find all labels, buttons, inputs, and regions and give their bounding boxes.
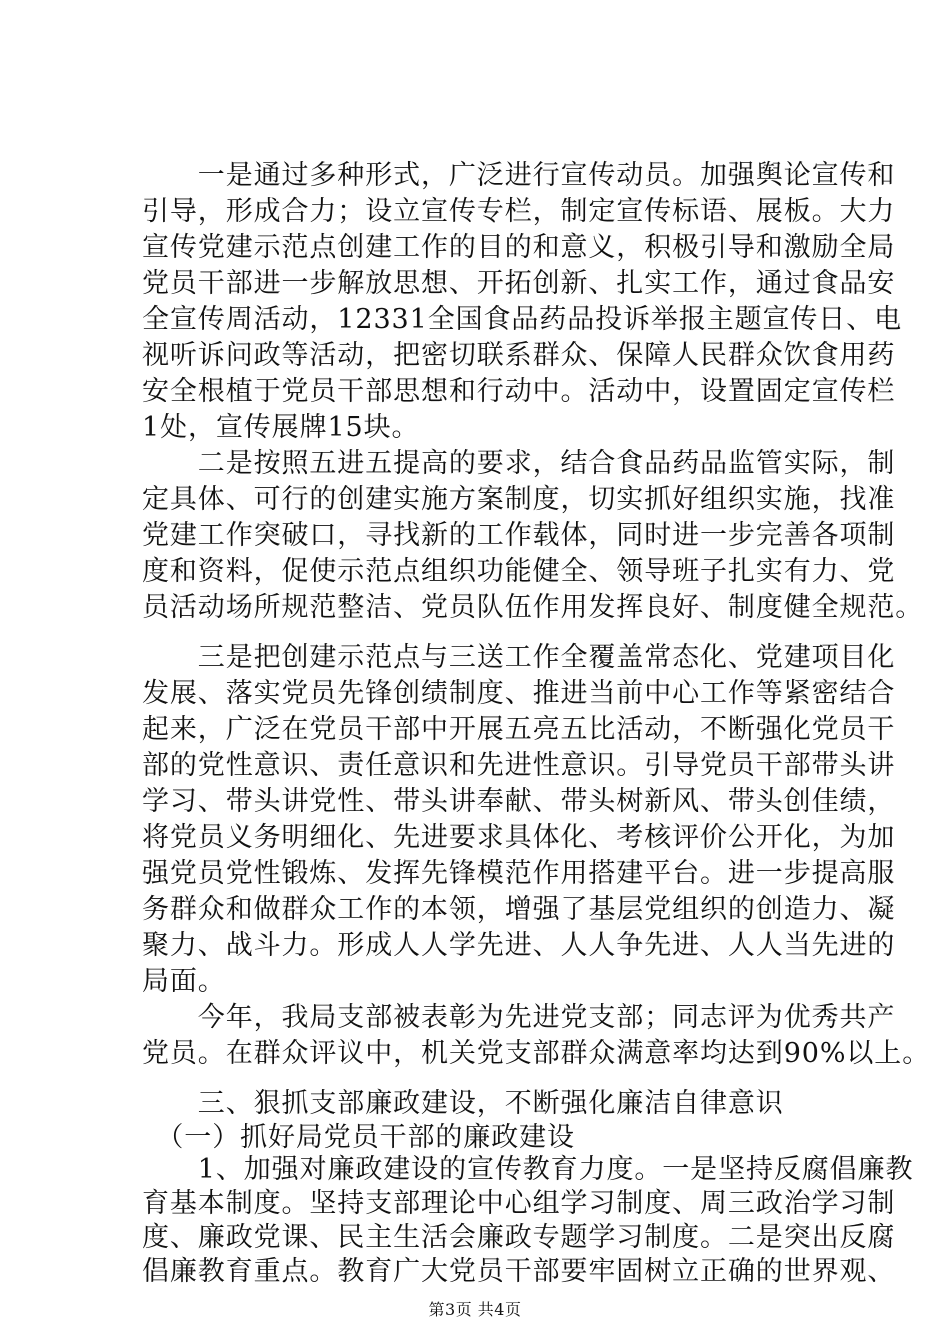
body-text-line: 聚力、战斗力。形成人人学先进、人人争先进、人人当先进的 (142, 930, 896, 961)
body-text-line: 引导，形成合力；设立宣传专栏，制定宣传标语、展板。大力 (142, 196, 896, 227)
body-text-line: 度和资料，促使示范点组织功能健全、领导班子扎实有力、党 (142, 556, 896, 587)
body-text-line: 部的党性意识、责任意识和先进性意识。引导党员干部带头讲 (142, 750, 896, 781)
body-text-line: 党员干部进一步解放思想、开拓创新、扎实工作，通过食品安 (142, 268, 896, 299)
body-text-line: 一是通过多种形式，广泛进行宣传动员。加强舆论宣传和 (142, 160, 896, 191)
body-text-line: 育基本制度。坚持支部理论中心组学习制度、周三政治学习制 (142, 1188, 896, 1219)
body-text-line: 发展、落实党员先锋创绩制度、推进当前中心工作等紧密结合 (142, 678, 896, 709)
body-text-line: 1、加强对廉政建设的宣传教育力度。一是坚持反腐倡廉教 (142, 1154, 914, 1185)
body-text-line: 员活动场所规范整洁、党员队伍作用发挥良好、制度健全规范。 (142, 592, 924, 623)
body-text-line: 起来，广泛在党员干部中开展五亮五比活动，不断强化党员干 (142, 714, 896, 745)
body-text-line: 强党员党性锻炼、发挥先锋模范作用搭建平台。进一步提高服 (142, 858, 896, 889)
body-text-line: 度、廉政党课、民主生活会廉政专题学习制度。二是突出反腐 (142, 1222, 896, 1253)
section-subheading: （一）抓好局党员干部的廉政建设 (142, 1122, 575, 1153)
body-text-line: 今年，我局支部被表彰为先进党支部；同志评为优秀共产 (142, 1002, 896, 1033)
body-text-line: 安全根植于党员干部思想和行动中。活动中，设置固定宣传栏 (142, 376, 896, 407)
body-text-line: 将党员义务明细化、先进要求具体化、考核评价公开化，为加 (142, 822, 896, 853)
body-text-line: 务群众和做群众工作的本领，增强了基层党组织的创造力、凝 (142, 894, 896, 925)
body-text-line: 1处，宣传展牌15块。 (142, 412, 420, 443)
body-text-line: 三是把创建示范点与三送工作全覆盖常态化、党建项目化 (142, 642, 896, 673)
body-text-line: 局面。 (142, 966, 226, 997)
body-text-line: 宣传党建示范点创建工作的目的和意义，积极引导和激励全局 (142, 232, 896, 263)
body-text-line: 全宣传周活动，12331全国食品药品投诉举报主题宣传日、电 (142, 304, 902, 335)
body-text-line: 视听诉问政等活动，把密切联系群众、保障人民群众饮食用药 (142, 340, 896, 371)
body-text-line: 学习、带头讲党性、带头讲奉献、带头树新风、带头创佳绩， (142, 786, 896, 817)
body-text-line: 二是按照五进五提高的要求，结合食品药品监管实际，制 (142, 448, 896, 479)
section-heading: 三、狠抓支部廉政建设，不断强化廉洁自律意识 (142, 1088, 784, 1119)
body-text-line: 党员。在群众评议中，机关党支部群众满意率均达到90%以上。 (142, 1038, 931, 1069)
body-text-line: 党建工作突破口，寻找新的工作载体，同时进一步完善各项制 (142, 520, 896, 551)
body-text-line: 定具体、可行的创建实施方案制度，切实抓好组织实施，找准 (142, 484, 896, 515)
page-footer: 第3页 共4页 (428, 1300, 522, 1319)
body-text-line: 倡廉教育重点。教育广大党员干部要牢固树立正确的世界观、 (142, 1256, 896, 1287)
